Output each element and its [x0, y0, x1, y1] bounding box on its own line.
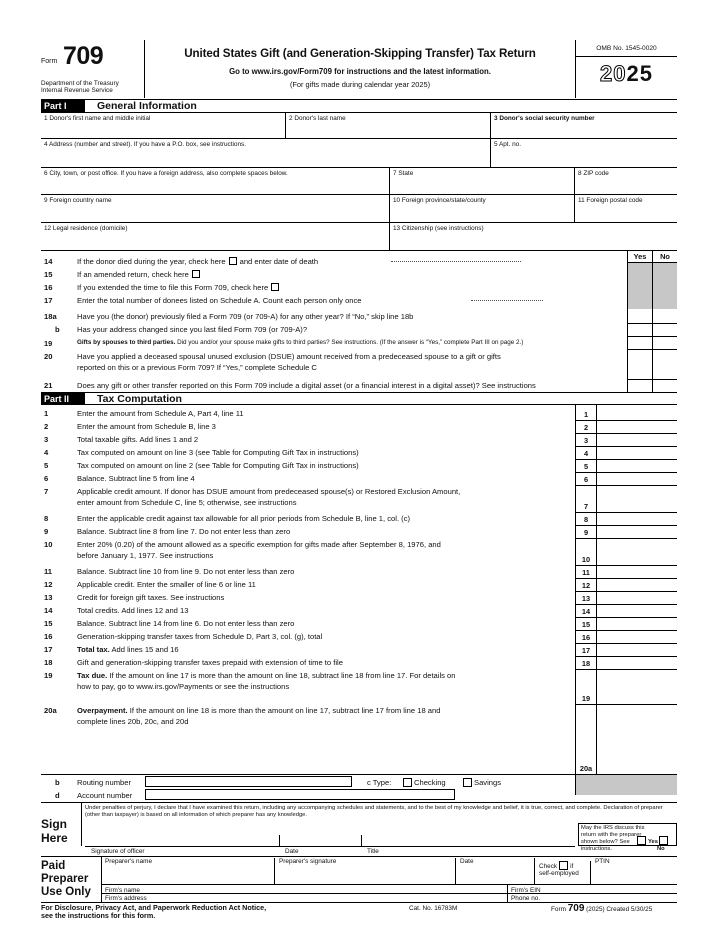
field-label: 13 Citizenship (see instructions) — [393, 225, 484, 232]
amount-input[interactable] — [597, 617, 677, 630]
line-bold: Total tax. — [77, 645, 110, 654]
type-label: c Type: — [367, 778, 392, 787]
field-label: 12 Legal residence (domicile) — [44, 225, 128, 232]
row-line — [627, 379, 677, 380]
part1-title: General Information — [97, 100, 197, 112]
line-text — [77, 580, 256, 589]
computation-line — [41, 591, 677, 604]
sig-divider — [361, 835, 362, 846]
line-number: 14 — [44, 606, 53, 615]
department-line-2: Internal Revenue Service — [41, 87, 113, 95]
computation-line — [41, 472, 677, 485]
form-number: 709 — [63, 42, 104, 70]
line-number: 14 — [44, 257, 53, 266]
sign-title-label: Title — [367, 848, 379, 855]
row-line — [627, 323, 677, 324]
computation-line — [41, 538, 677, 565]
line-text — [77, 632, 322, 641]
amount-line-number: 10 — [581, 555, 591, 564]
line-number: 11 — [44, 567, 53, 576]
amount-line-number: 5 — [583, 462, 589, 471]
computation-line — [41, 446, 677, 459]
line-text: Enter the total number of donees listed on Schedule A. Count each person only once — [77, 296, 362, 305]
form-id-block — [41, 40, 145, 98]
part1-bar — [41, 100, 677, 113]
footer-notice — [41, 904, 266, 920]
part2-title: Tax Computation — [97, 393, 182, 405]
amount-line-number: 2 — [583, 423, 589, 432]
amount-line-number: 9 — [583, 528, 589, 537]
field-donor-last-name[interactable] — [286, 113, 491, 139]
preparer-name-label: Preparer's name — [105, 858, 153, 865]
paid-preparer-label — [41, 860, 91, 899]
preparer-label-1: Paid — [41, 860, 66, 872]
field-label: 3 Donor's social security number — [494, 115, 595, 122]
irs-discuss-box — [578, 823, 677, 852]
row-line — [41, 802, 677, 803]
grey-20bd — [575, 775, 677, 795]
discuss-yes — [635, 836, 658, 846]
line-text-main: Tax computed on amount on line 3 (see Table for Computing Gift Tax in instructions) — [77, 448, 359, 457]
line-text — [77, 422, 216, 431]
sign-label-2: Here — [41, 831, 68, 845]
omb-number: OMB No. 1545-0020 — [576, 45, 677, 57]
line-text — [77, 257, 318, 266]
footer-notice-1: For Disclosure, Privacy Act, and Paperwork Reduction Act Notice, — [41, 903, 267, 912]
line-text — [77, 474, 195, 483]
computation-line — [41, 669, 677, 704]
line-number: 21 — [44, 381, 53, 390]
preparer-label-2: Preparer — [41, 873, 89, 885]
amount-input[interactable] — [597, 591, 677, 604]
line-text-main: Tax computed on amount on line 2 (see Table for Computing Gift Tax in instructions) — [77, 461, 359, 470]
sig-divider — [279, 835, 280, 846]
omb-year-block — [575, 40, 677, 98]
self-employed-label: self-employed — [539, 870, 579, 877]
signature-officer-label: Signature of officer — [91, 848, 145, 855]
donee-count-field[interactable] — [471, 300, 543, 301]
line-text-2: how to pay, go to www.irs.gov/Payments or see the instructions — [77, 682, 290, 691]
computation-line — [41, 407, 677, 420]
line-text: Have you applied a deceased spousal unused exclusion (DSUE) amount received from a predeceased spouse to a gift or gifts — [77, 352, 501, 361]
row-line — [41, 856, 677, 857]
line-text-main: Enter the amount from Schedule A, Part 4, line 11 — [77, 409, 244, 418]
grey-no-block — [652, 263, 677, 309]
field-donor-first-name[interactable] — [41, 113, 286, 139]
field-label: 5 Apt. no. — [494, 141, 522, 148]
tax-year — [576, 61, 677, 87]
amount-input[interactable] — [597, 433, 677, 446]
line-text — [77, 409, 244, 418]
computation-line — [41, 617, 677, 630]
line-text-main: Balance. Subtract line 5 from line 4 — [77, 474, 195, 483]
field-apt-no[interactable] — [491, 139, 677, 168]
form-header — [41, 40, 677, 100]
discuss-text: May the IRS discuss this return with the preparer shown below? See instructions. — [581, 825, 645, 852]
preparer-date-label: Date — [460, 858, 474, 865]
line-text: If an amended return, check here — [77, 270, 189, 279]
computation-line — [41, 485, 677, 512]
discuss-no — [657, 836, 676, 853]
amount-input[interactable] — [597, 669, 677, 704]
extension-checkbox[interactable] — [271, 283, 279, 291]
amount-input[interactable] — [597, 704, 677, 774]
discuss-no-checkbox[interactable] — [659, 836, 668, 845]
ptin-label: PTIN — [595, 858, 610, 865]
no-column-header: No — [652, 251, 677, 263]
check-label: Check — [539, 863, 558, 870]
signature-line — [85, 846, 575, 847]
self-employed-block — [539, 861, 591, 884]
line-text — [77, 706, 440, 715]
field-foreign-province[interactable] — [390, 195, 575, 223]
field-label: 4 Address (number and street). If you have a P.O. box, see instructions. — [44, 141, 247, 148]
line-text-main: Balance. Subtract line 10 from line 9. Do not enter less than zero — [77, 567, 295, 576]
field-legal-residence[interactable] — [41, 223, 390, 251]
savings-label: Savings — [474, 778, 502, 787]
line-number: 17 — [44, 645, 53, 654]
row-line — [101, 884, 677, 885]
amount-line-number: 1 — [583, 410, 589, 419]
account-label: Account number — [77, 791, 133, 800]
line-number: b — [55, 325, 60, 334]
form-709-page — [41, 40, 677, 920]
line-number: 10 — [44, 540, 53, 549]
line-number: 2 — [44, 422, 49, 431]
checking-checkbox[interactable] — [403, 778, 412, 787]
field-foreign-country[interactable] — [41, 195, 390, 223]
row-line — [627, 349, 677, 350]
line-text-main: Balance. Subtract line 14 from line 6. Do not enter less than zero — [77, 619, 295, 628]
field-label: 7 State — [393, 170, 414, 177]
field-label: 11 Foreign postal code — [578, 197, 643, 204]
perjury-statement: Under penalties of perjury, I declare that I have examined this return, including any accompanying schedules and statements, and to the best of my knowledge and belief, it is true, correct, and complete. Declaration of preparer (other than taxpayer) is based on all information of which preparer has any knowledge. — [85, 805, 663, 818]
line-number: 20 — [44, 352, 53, 361]
line-text-2: complete lines 20b, 20c, and 20d — [77, 717, 189, 726]
discuss-yes-label: Yes — [648, 839, 658, 845]
line-number: 3 — [44, 435, 49, 444]
line-extra: and enter date of death — [239, 257, 319, 266]
account-number-field[interactable] — [145, 789, 455, 800]
amount-line-number: 19 — [581, 694, 591, 703]
line-text-main: Enter 20% (0.20) of the amount allowed as a specific exemption for gifts made after September 8, 1976, and — [77, 540, 441, 549]
amount-line-number: 17 — [581, 646, 591, 655]
footer-form-id — [551, 903, 652, 914]
savings-checkbox[interactable] — [463, 778, 472, 787]
tax-year-prefix: 20 — [600, 61, 627, 86]
firm-ein-label: Firm's EIN — [511, 887, 541, 894]
amount-input[interactable] — [597, 512, 677, 525]
line-text — [77, 540, 441, 549]
discuss-no-label: No — [657, 846, 665, 852]
line-bold: Overpayment. — [77, 706, 128, 715]
checking-option — [401, 778, 446, 787]
row-line — [101, 893, 677, 894]
line-text: If the donor died during the year, check here — [77, 257, 226, 266]
line-bold: Gifts by spouses to third parties. — [77, 339, 176, 346]
line-text: Have you (the donor) previously filed a Form 709 (or 709-A) for any other year? If “No,” skip line 18b — [77, 312, 414, 321]
discuss-yes-checkbox[interactable] — [637, 836, 646, 845]
amount-line-number: 11 — [582, 568, 590, 577]
footer-notice-2: see the instructions for this form. — [41, 911, 156, 920]
amount-input[interactable] — [597, 565, 677, 578]
field-city[interactable] — [41, 168, 390, 195]
field-label: 2 Donor's last name — [289, 115, 346, 122]
sign-label-1: Sign — [41, 817, 67, 831]
computation-line — [41, 578, 677, 591]
line-text: Does any gift or other transfer reported on this Form 709 include a digital asset (or a financial interest in a digital asset)? See instructions — [77, 381, 536, 390]
line-number: d — [55, 791, 60, 800]
line-number: b — [55, 778, 60, 787]
line-text-2: before January 1, 1977. See instructions — [77, 551, 214, 560]
signature-field[interactable] — [85, 835, 275, 846]
if-label: if — [570, 863, 574, 870]
line-text — [77, 658, 343, 667]
line-number: 18a — [44, 312, 57, 321]
line-number: 9 — [44, 527, 49, 536]
line-number: 16 — [44, 632, 53, 641]
computation-line — [41, 630, 677, 643]
field-zip[interactable] — [575, 168, 677, 195]
line-text: Did you and/or your spouse make gifts to third parties? See instructions. (If the answer is “Yes,” complete Part III on page 2.) — [175, 339, 524, 346]
line-text-main: Credit for foreign gift taxes. See instructions — [77, 593, 225, 602]
line-text-main: Balance. Subtract line 8 from line 7. Do not enter less than zero — [77, 527, 291, 536]
checking-label: Checking — [414, 778, 446, 787]
line-text-main: Applicable credit. Enter the smaller of line 6 or line 11 — [77, 580, 256, 589]
gift-year-note: (For gifts made during calendar year 2025) — [289, 80, 431, 89]
field-label: 10 Foreign province/state/county — [393, 197, 486, 204]
field-label: 1 Donor's first name and middle initial — [44, 115, 151, 122]
form-title-block — [145, 40, 575, 98]
amount-input[interactable] — [597, 420, 677, 433]
date-of-death-field[interactable] — [391, 261, 521, 262]
line-number: 19 — [44, 671, 53, 680]
preparer-label-3: Use Only — [41, 886, 91, 898]
line-text — [77, 593, 224, 602]
self-employed-checkbox[interactable] — [559, 861, 568, 870]
preparer-date-field[interactable] — [460, 858, 535, 884]
line-text-main: Total taxable gifts. Add lines 1 and 2 — [77, 435, 199, 444]
part2-bar — [41, 392, 677, 405]
amount-input[interactable] — [597, 525, 677, 538]
computation-line — [41, 459, 677, 472]
amount-input[interactable] — [597, 472, 677, 485]
line-text-main: Total credits. Add lines 12 and 13 — [77, 606, 189, 615]
line-text-2: enter amount from Schedule C, line 5; otherwise, see instructions — [77, 498, 297, 507]
footer-form-num: 709 — [567, 903, 585, 914]
line-text — [77, 461, 359, 470]
line-text — [77, 487, 460, 496]
line-text-main: Applicable credit amount. If donor has DSUE amount from predeceased spouse(s) or Restored Exclusion Amount, — [77, 487, 461, 496]
preparer-name-field[interactable] — [105, 858, 275, 884]
line-text-main: Enter the amount from Schedule B, line 3 — [77, 422, 216, 431]
firm-address-field[interactable] — [105, 895, 505, 902]
line-text — [77, 645, 179, 654]
firm-name-label: Firm's name — [105, 887, 140, 894]
computation-line — [41, 512, 677, 525]
instructions-link-text: Go to www.irs.gov/Form709 for instructions and the latest information. — [229, 67, 491, 76]
footer-form-word: Form — [551, 906, 566, 913]
line-text — [77, 567, 294, 576]
preparer-signature-label: Preparer's signature — [279, 858, 337, 865]
amount-input[interactable] — [597, 407, 677, 420]
savings-option — [461, 778, 501, 787]
amount-line-number: 20a — [579, 764, 593, 773]
amount-line-number: 16 — [581, 633, 591, 642]
part2-tag: Part II — [41, 393, 85, 405]
amended-checkbox[interactable] — [192, 270, 200, 278]
amount-line-number: 4 — [583, 449, 589, 458]
line-number: 15 — [44, 270, 53, 279]
amount-input[interactable] — [597, 630, 677, 643]
row-line — [41, 774, 677, 775]
line-text: Has your address changed since you last filed Form 709 (or 709-A)? — [77, 325, 308, 334]
field-citizenship[interactable] — [390, 223, 677, 251]
line-number: 4 — [44, 448, 49, 457]
amount-line-number: 15 — [581, 620, 591, 629]
line-text-main: If the amount on line 17 is more than the amount on line 18, subtract line 18 from line 17. For details on — [107, 671, 456, 680]
grey-yes-block — [627, 263, 652, 309]
amount-input[interactable] — [597, 459, 677, 472]
computation-line — [41, 656, 677, 669]
routing-label: Routing number — [77, 778, 132, 787]
firm-address-label: Firm's address — [105, 895, 147, 902]
tax-year-suffix: 25 — [626, 61, 653, 86]
amount-input[interactable] — [597, 446, 677, 459]
line-text — [77, 527, 290, 536]
department — [41, 80, 145, 94]
amount-line-number: 6 — [583, 475, 589, 484]
computation-line — [41, 420, 677, 433]
computation-line — [41, 565, 677, 578]
line-text-2: reported on this or a previous Form 709? If “Yes,” complete Schedule C — [77, 363, 317, 372]
line-number: 13 — [44, 593, 53, 602]
line-text — [77, 514, 410, 523]
field-label: 8 ZIP code — [578, 170, 609, 177]
line-number: 18 — [44, 658, 53, 667]
line-number: 20a — [44, 706, 57, 715]
department-line-1: Department of the Treasury — [41, 80, 119, 87]
line-text — [77, 339, 523, 346]
line-number: 1 — [44, 409, 49, 418]
amount-line-number: 7 — [583, 502, 589, 511]
line-text — [77, 606, 188, 615]
amount-line-number: 18 — [581, 659, 591, 668]
computation-line — [41, 525, 677, 538]
line-text-main: Generation-skipping transfer taxes from Schedule D, Part 3, col. (g), total — [77, 632, 323, 641]
line-text — [77, 435, 198, 444]
form-title: United States Gift (and Generation-Skipping Transfer) Tax Return — [184, 47, 536, 60]
field-label: 6 City, town, or post office. If you have a foreign address, also complete spaces below. — [44, 170, 288, 177]
computation-line — [41, 643, 677, 656]
preparer-divider — [101, 856, 102, 902]
line-text — [77, 671, 456, 680]
amount-input[interactable] — [597, 538, 677, 565]
line-number: 8 — [44, 514, 49, 523]
phone-label: Phone no. — [511, 895, 541, 902]
line-text-main: Gift and generation-skipping transfer taxes prepaid with extension of time to file — [77, 658, 343, 667]
line-text — [77, 448, 359, 457]
line-number: 7 — [44, 487, 49, 496]
field-address[interactable] — [41, 139, 491, 168]
footer-created: (2025) Created 5/30/25 — [586, 906, 653, 913]
line-number: 15 — [44, 619, 53, 628]
computation-line — [41, 433, 677, 446]
sign-divider — [81, 802, 82, 846]
part1-tag: Part I — [41, 100, 85, 112]
amount-line-number: 14 — [581, 607, 591, 616]
line-text-main: Add lines 15 and 16 — [109, 645, 179, 654]
field-foreign-postal-code[interactable] — [575, 195, 677, 223]
amount-line-number: 13 — [581, 594, 591, 603]
amount-input[interactable] — [597, 643, 677, 656]
line-number: 16 — [44, 283, 53, 292]
line-number: 6 — [44, 474, 49, 483]
amount-input[interactable] — [597, 656, 677, 669]
line-number: 17 — [44, 296, 53, 305]
amount-input[interactable] — [597, 485, 677, 512]
form-word: Form — [41, 58, 58, 65]
line-text — [77, 270, 203, 279]
deceased-checkbox[interactable] — [229, 257, 237, 265]
line-bold: Tax due. — [77, 671, 108, 680]
preparer-signature-field[interactable] — [279, 858, 456, 884]
amount-line-number: 3 — [583, 436, 589, 445]
routing-number-field[interactable] — [145, 776, 352, 787]
sign-date-label: Date — [285, 848, 299, 855]
line-text-main: Enter the applicable credit against tax allowable for all prior periods from Schedule B, line 1, col. (c) — [77, 514, 411, 523]
line-number: 5 — [44, 461, 49, 470]
cat-number: Cat. No. 16783M — [409, 905, 458, 912]
row-line — [627, 336, 677, 337]
amount-line-number: 12 — [581, 581, 591, 590]
line-text — [77, 283, 282, 292]
amount-input[interactable] — [597, 578, 677, 591]
amount-line-number: 8 — [583, 515, 589, 524]
line-number: 19 — [44, 339, 53, 348]
yes-column-header: Yes — [627, 251, 652, 263]
field-state[interactable] — [390, 168, 575, 195]
line-number: 12 — [44, 580, 53, 589]
field-donor-ssn[interactable] — [491, 113, 677, 139]
line-text-main: If the amount on line 18 is more than the amount on line 17, subtract line 17 from line 18 and — [127, 706, 441, 715]
line-text — [77, 619, 294, 628]
computation-line — [41, 604, 677, 617]
field-label: 9 Foreign country name — [44, 197, 112, 204]
amount-input[interactable] — [597, 604, 677, 617]
line-text: If you extended the time to file this Form 709, check here — [77, 283, 269, 292]
computation-line — [41, 704, 677, 774]
sign-here-label — [41, 817, 68, 845]
